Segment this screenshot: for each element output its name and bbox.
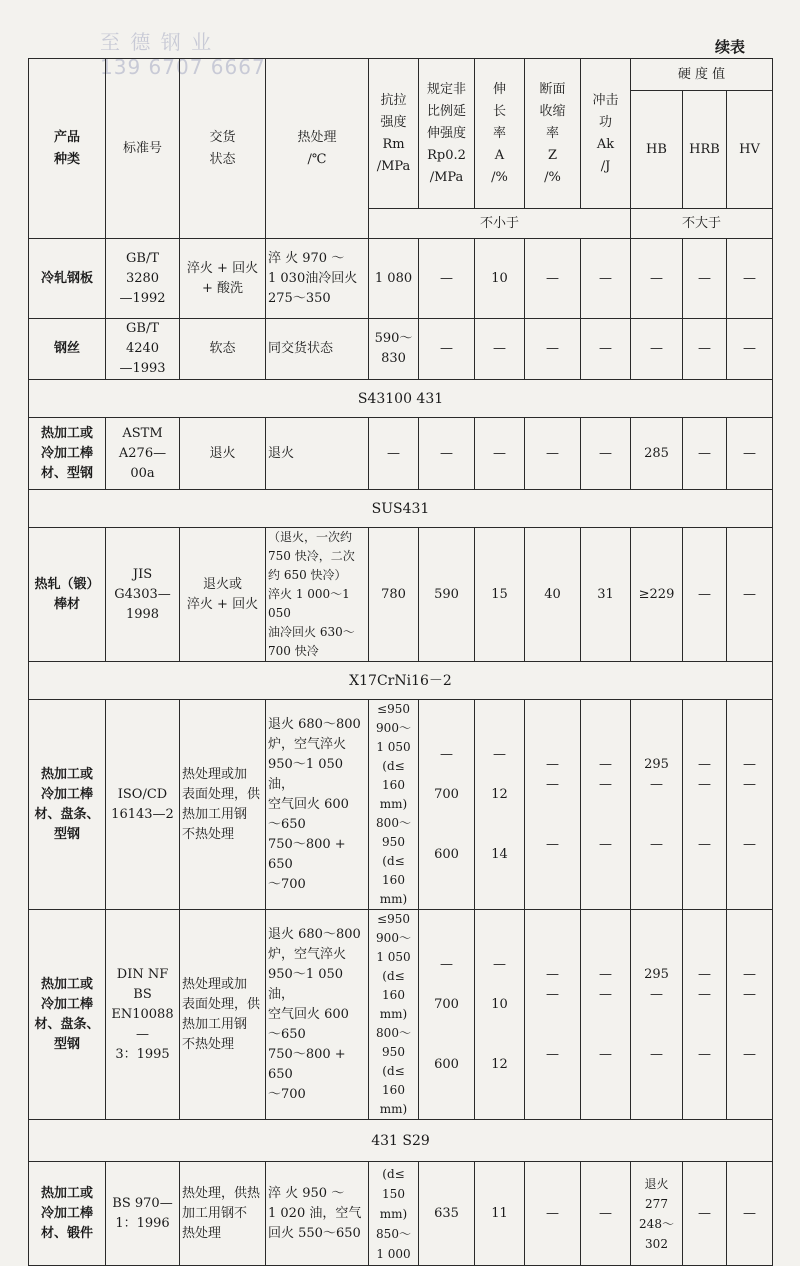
cell-elong: 11 xyxy=(475,1162,525,1266)
header-tensile-strength: 抗拉 强度 Rm /MPa xyxy=(369,59,419,209)
cell-elong: — xyxy=(475,418,525,490)
cell-product: 热加工或 冷加工棒 材、盘条、 型钢 xyxy=(29,700,106,910)
header-yield-strength: 规定非 比例延 伸强度 Rp0.2 /MPa xyxy=(419,59,475,209)
cell-standard: DIN NF BS EN10088— 3：1995 xyxy=(106,910,180,1120)
header-reduction-area: 断面 收缩 率 Z /% xyxy=(525,59,581,209)
cell-impact: 31 xyxy=(581,528,631,662)
continued-label: 续表 xyxy=(714,38,745,56)
cell-hb: 退火 277 248～302 xyxy=(631,1162,683,1266)
header-not-less-than: 不小于 xyxy=(369,209,631,239)
cell-yield: — 700 600 xyxy=(419,700,475,910)
cell-delivery: 热处理，供热 加工用钢不 热处理 xyxy=(180,1162,266,1266)
section-grade-title: S43100 431 xyxy=(29,380,773,418)
cell-hrb: — xyxy=(683,528,727,662)
cell-hrb: — — — xyxy=(683,700,727,910)
cell-hv: — xyxy=(727,528,773,662)
cell-heat: 退火 xyxy=(266,418,369,490)
cell-tensile: 780 xyxy=(369,528,419,662)
cell-product: 热轧（锻） 棒材 xyxy=(29,528,106,662)
header-hrb: HRB xyxy=(683,91,727,209)
cell-delivery: 退火 xyxy=(180,418,266,490)
steel-properties-table xyxy=(28,58,773,1266)
cell-impact: — — — xyxy=(581,700,631,910)
table-row xyxy=(29,910,773,1120)
cell-yield: 590 xyxy=(419,528,475,662)
cell-hv: — — — xyxy=(727,700,773,910)
cell-reduct: — xyxy=(525,239,581,319)
watermark-company: 至 德 钢 业 xyxy=(100,30,214,54)
section-grade-title: SUS431 xyxy=(29,490,773,528)
section-grade-title: X17CrNi16－2 xyxy=(29,662,773,700)
cell-heat: 淬 火 950 ～ 1 020 油，空气 回火 550～650 xyxy=(266,1162,369,1266)
cell-elong: — xyxy=(475,319,525,380)
cell-yield: — xyxy=(419,319,475,380)
watermark-phone: 139 6707 6667 xyxy=(100,55,266,79)
cell-hb: ≥229 xyxy=(631,528,683,662)
cell-reduct: — — — xyxy=(525,910,581,1120)
cell-standard: ISO/CD 16143—2 xyxy=(106,700,180,910)
table-row xyxy=(29,528,773,662)
cell-yield: — xyxy=(419,418,475,490)
cell-delivery: 退火或 淬火 + 回火 xyxy=(180,528,266,662)
cell-heat: （退火，一次约 750 快冷，二次 约 650 快冷） 淬火 1 000～1 050 油冷回火 630～ 700 快冷 xyxy=(266,528,369,662)
cell-heat: 同交货状态 xyxy=(266,319,369,380)
cell-product: 冷轧钢板 xyxy=(29,239,106,319)
table-row xyxy=(29,418,773,490)
header-impact-energy: 冲击 功 Ak /J xyxy=(581,59,631,209)
cell-impact: — xyxy=(581,1162,631,1266)
header-hardness: 硬 度 值 xyxy=(631,59,773,91)
table-row xyxy=(29,1162,773,1266)
cell-product: 钢丝 xyxy=(29,319,106,380)
header-hb: HB xyxy=(631,91,683,209)
cell-elong: 15 xyxy=(475,528,525,662)
cell-product: 热加工或 冷加工棒 材、锻件 xyxy=(29,1162,106,1266)
table-row xyxy=(29,239,773,319)
cell-standard: JIS G4303—1998 xyxy=(106,528,180,662)
cell-heat: 退火 680～800 炉，空气淬火 950～1 050 油， 空气回火 600 ～650 750～800 + 650 ～700 xyxy=(266,910,369,1120)
header-product-type: 产品 种类 xyxy=(29,59,106,239)
header-hv: HV xyxy=(727,91,773,209)
cell-hb: 295 — — xyxy=(631,700,683,910)
table-row xyxy=(29,319,773,380)
cell-tensile: 590～830 xyxy=(369,319,419,380)
cell-product: 热加工或 冷加工棒 材、型钢 xyxy=(29,418,106,490)
cell-standard: ASTM A276—00a xyxy=(106,418,180,490)
cell-elong: — 12 14 xyxy=(475,700,525,910)
cell-reduct: — xyxy=(525,319,581,380)
cell-hb: 285 xyxy=(631,418,683,490)
cell-tensile: (d≤ 150 mm) 850～ 1 000 xyxy=(369,1162,419,1266)
cell-tensile: ≤950 900～ 1 050 (d≤ 160 mm) 800～950 (d≤ 160 mm) xyxy=(369,700,419,910)
cell-hv: — xyxy=(727,239,773,319)
cell-hb: 295 — — xyxy=(631,910,683,1120)
cell-hrb: — xyxy=(683,239,727,319)
header-elongation: 伸 长 率 A /% xyxy=(475,59,525,209)
cell-hv: — xyxy=(727,1162,773,1266)
cell-product: 热加工或 冷加工棒 材、盘条、 型钢 xyxy=(29,910,106,1120)
cell-tensile: ≤950 900～ 1 050 (d≤ 160 mm) 800～950 (d≤ 160 mm) xyxy=(369,910,419,1120)
cell-tensile: 1 080 xyxy=(369,239,419,319)
cell-hv: — — — xyxy=(727,910,773,1120)
cell-hv: — xyxy=(727,319,773,380)
header-not-more-than: 不大于 xyxy=(631,209,773,239)
cell-standard: GB/T 4240 —1993 xyxy=(106,319,180,380)
cell-standard: BS 970— 1：1996 xyxy=(106,1162,180,1266)
cell-hv: — xyxy=(727,418,773,490)
cell-hrb: — — — xyxy=(683,910,727,1120)
cell-impact: — — — xyxy=(581,910,631,1120)
section-grade-title: 431 S29 xyxy=(29,1120,773,1162)
cell-yield: — xyxy=(419,239,475,319)
cell-heat: 淬 火 970 ～ 1 030油冷回火 275～350 xyxy=(266,239,369,319)
cell-reduct: — xyxy=(525,418,581,490)
cell-impact: — xyxy=(581,418,631,490)
cell-delivery: 淬火 + 回火 + 酸洗 xyxy=(180,239,266,319)
cell-heat: 退火 680～800 炉，空气淬火 950～1 050 油， 空气回火 600 ～650 750～800 + 650 ～700 xyxy=(266,700,369,910)
cell-reduct: — — — xyxy=(525,700,581,910)
header-heat-treatment: 热处理 /℃ xyxy=(266,59,369,239)
cell-elong: — 10 12 xyxy=(475,910,525,1120)
cell-delivery: 软态 xyxy=(180,319,266,380)
cell-hb: — xyxy=(631,319,683,380)
cell-impact: — xyxy=(581,319,631,380)
cell-impact: — xyxy=(581,239,631,319)
cell-reduct: — xyxy=(525,1162,581,1266)
cell-delivery: 热处理或加 表面处理，供 热加工用钢 不热处理 xyxy=(180,910,266,1120)
header-delivery-state: 交货 状态 xyxy=(180,59,266,239)
cell-yield: 635 xyxy=(419,1162,475,1266)
cell-hb: — xyxy=(631,239,683,319)
cell-hrb: — xyxy=(683,319,727,380)
header-standard: 标准号 xyxy=(106,59,180,239)
cell-hrb: — xyxy=(683,1162,727,1266)
cell-hrb: — xyxy=(683,418,727,490)
cell-reduct: 40 xyxy=(525,528,581,662)
cell-delivery: 热处理或加 表面处理，供 热加工用钢 不热处理 xyxy=(180,700,266,910)
cell-elong: 10 xyxy=(475,239,525,319)
cell-yield: — 700 600 xyxy=(419,910,475,1120)
table-row xyxy=(29,700,773,910)
cell-tensile: — xyxy=(369,418,419,490)
cell-standard: GB/T 3280 —1992 xyxy=(106,239,180,319)
